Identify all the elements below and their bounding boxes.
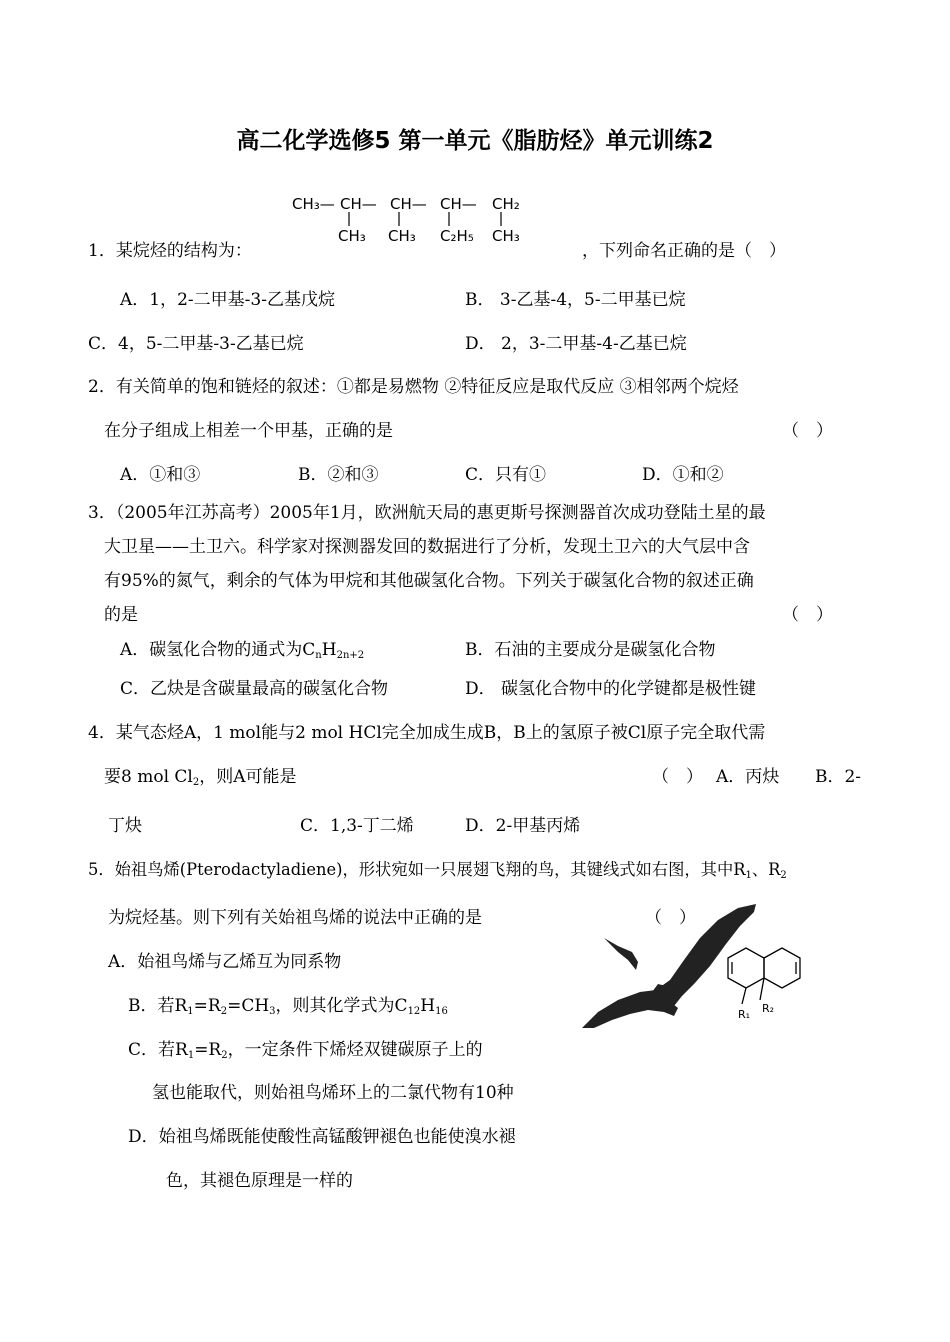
figure-label-r1: R₁ [738, 1008, 751, 1021]
figure-label-r2: R₂ [762, 1002, 775, 1015]
q1-option-b: B． 3-乙基-4，5-二甲基已烷 [465, 290, 686, 310]
q1-option-d: D． 2，3-二甲基-4-乙基已烷 [465, 334, 687, 354]
q3-option-b: B．石油的主要成分是碳氢化合物 [465, 640, 716, 660]
q5-option-a: A．始祖鸟烯与乙烯互为同系物 [108, 952, 342, 972]
struct-bottom-4: CH₃ [492, 227, 520, 245]
q4-paren: （ ） [652, 767, 703, 787]
q2-option-d: D．①和② [642, 465, 724, 485]
q1-option-a: A．1，2-二甲基-3-乙基戊烷 [120, 290, 335, 310]
struct-bottom-2: CH₃ [388, 227, 416, 245]
page-title: 高二化学选修5 第一单元《脂肪烃》单元训练2 [236, 128, 714, 154]
struct-top-2: CH— [340, 195, 377, 213]
q4-line2: 要8 mol $Cl_2$，则A可能是 [104, 767, 297, 788]
bird-silhouette [582, 904, 756, 1028]
q2-paren: （ ） [782, 421, 833, 441]
q5-option-c-line1: C．若$R_1=R_2$，一定条件下烯烃双键碳原子上的 [128, 1040, 483, 1061]
q5-line2: 为烷烃基。则下列有关始祖鸟烯的说法中正确的是 [108, 908, 482, 928]
q3-line3: 有95%的氮气，剩余的气体为甲烷和其他碳氢化合物。下列关于碳氢化合物的叙述正确 [104, 571, 754, 591]
q5-paren: （ ） [645, 908, 696, 928]
alkane-structure-diagram [290, 190, 540, 250]
q2-option-c: C．只有① [465, 465, 547, 485]
struct-top-4: CH— [440, 195, 477, 213]
q2-option-b: B．②和③ [298, 465, 379, 485]
pterodactyladiene-figure [578, 900, 818, 1040]
q2-option-a: A．①和③ [120, 465, 201, 485]
q3-line4: 的是 [104, 605, 138, 625]
q5-option-c-line2: 氢也能取代，则始祖鸟烯环上的二氯代物有10种 [152, 1083, 514, 1103]
q4-option-c: C．1,3-丁二烯 [300, 816, 414, 836]
q3-option-d: D． 碳氢化合物中的化学键都是极性键 [465, 679, 757, 699]
q4-option-a: A．丙炔 [716, 767, 780, 787]
q4-option-d: D．2-甲基丙烯 [465, 816, 581, 836]
skeletal-formula [728, 948, 800, 1004]
q2-line1: 2．有关简单的饱和链烃的叙述：①都是易燃物 ②特征反应是取代反应 ③相邻两个烷烃 [88, 377, 739, 397]
struct-top-1: CH₃— [292, 195, 335, 213]
q5-option-d-line2: 色，其褪色原理是一样的 [166, 1171, 353, 1191]
q5-option-b: B．若$R_1=R_2=CH_3$，则其化学式为$C_{12}H_{16}$ [128, 996, 448, 1017]
q3-line1: 3．（2005年江苏高考）2005年1月，欧洲航天局的惠更斯号探测器首次成功登陆土星的最 [88, 503, 766, 523]
q5-option-d-line1: D．始祖鸟烯既能使酸性高锰酸钾褪色也能使溴水褪 [128, 1127, 516, 1147]
q3-line2: 大卫星——土卫六。科学家对探测器发回的数据进行了分析，发现土卫六的大气层中含 [104, 537, 750, 557]
q2-line2: 在分子组成上相差一个甲基，正确的是 [104, 421, 393, 441]
struct-top-3: CH— [390, 195, 427, 213]
q1-stem-tail: ，下列命名正确的是（ ） [582, 241, 786, 261]
q1-option-c: C．4，5-二甲基-3-乙基已烷 [88, 334, 304, 354]
q4-line1: 4．某气态烃A，1 mol能与2 mol HCl完全加成生成B，B上的氢原子被Cl原子完全取代需 [88, 723, 766, 743]
struct-bottom-1: CH₃ [338, 227, 366, 245]
q4-option-b: B．2- [815, 767, 862, 787]
q5-line1: 5．始祖鸟烯(Pterodactyladiene)，形状宛如一只展翅飞翔的鸟，其键线式如右图，其中$R_1$、$R_2$ [88, 860, 787, 881]
q3-option-c: C．乙炔是含碳量最高的碳氢化合物 [120, 679, 389, 699]
q3-paren: （ ） [782, 605, 833, 625]
struct-top-5: CH₂ [492, 195, 520, 213]
q4-option-b-cont: 丁炔 [108, 816, 142, 836]
struct-bottom-3: C₂H₅ [440, 227, 474, 245]
q3-option-a: A．碳氢化合物的通式为$C_nH_{2n+2}$ [120, 640, 365, 661]
q1-stem: 1．某烷烃的结构为： [88, 241, 252, 261]
